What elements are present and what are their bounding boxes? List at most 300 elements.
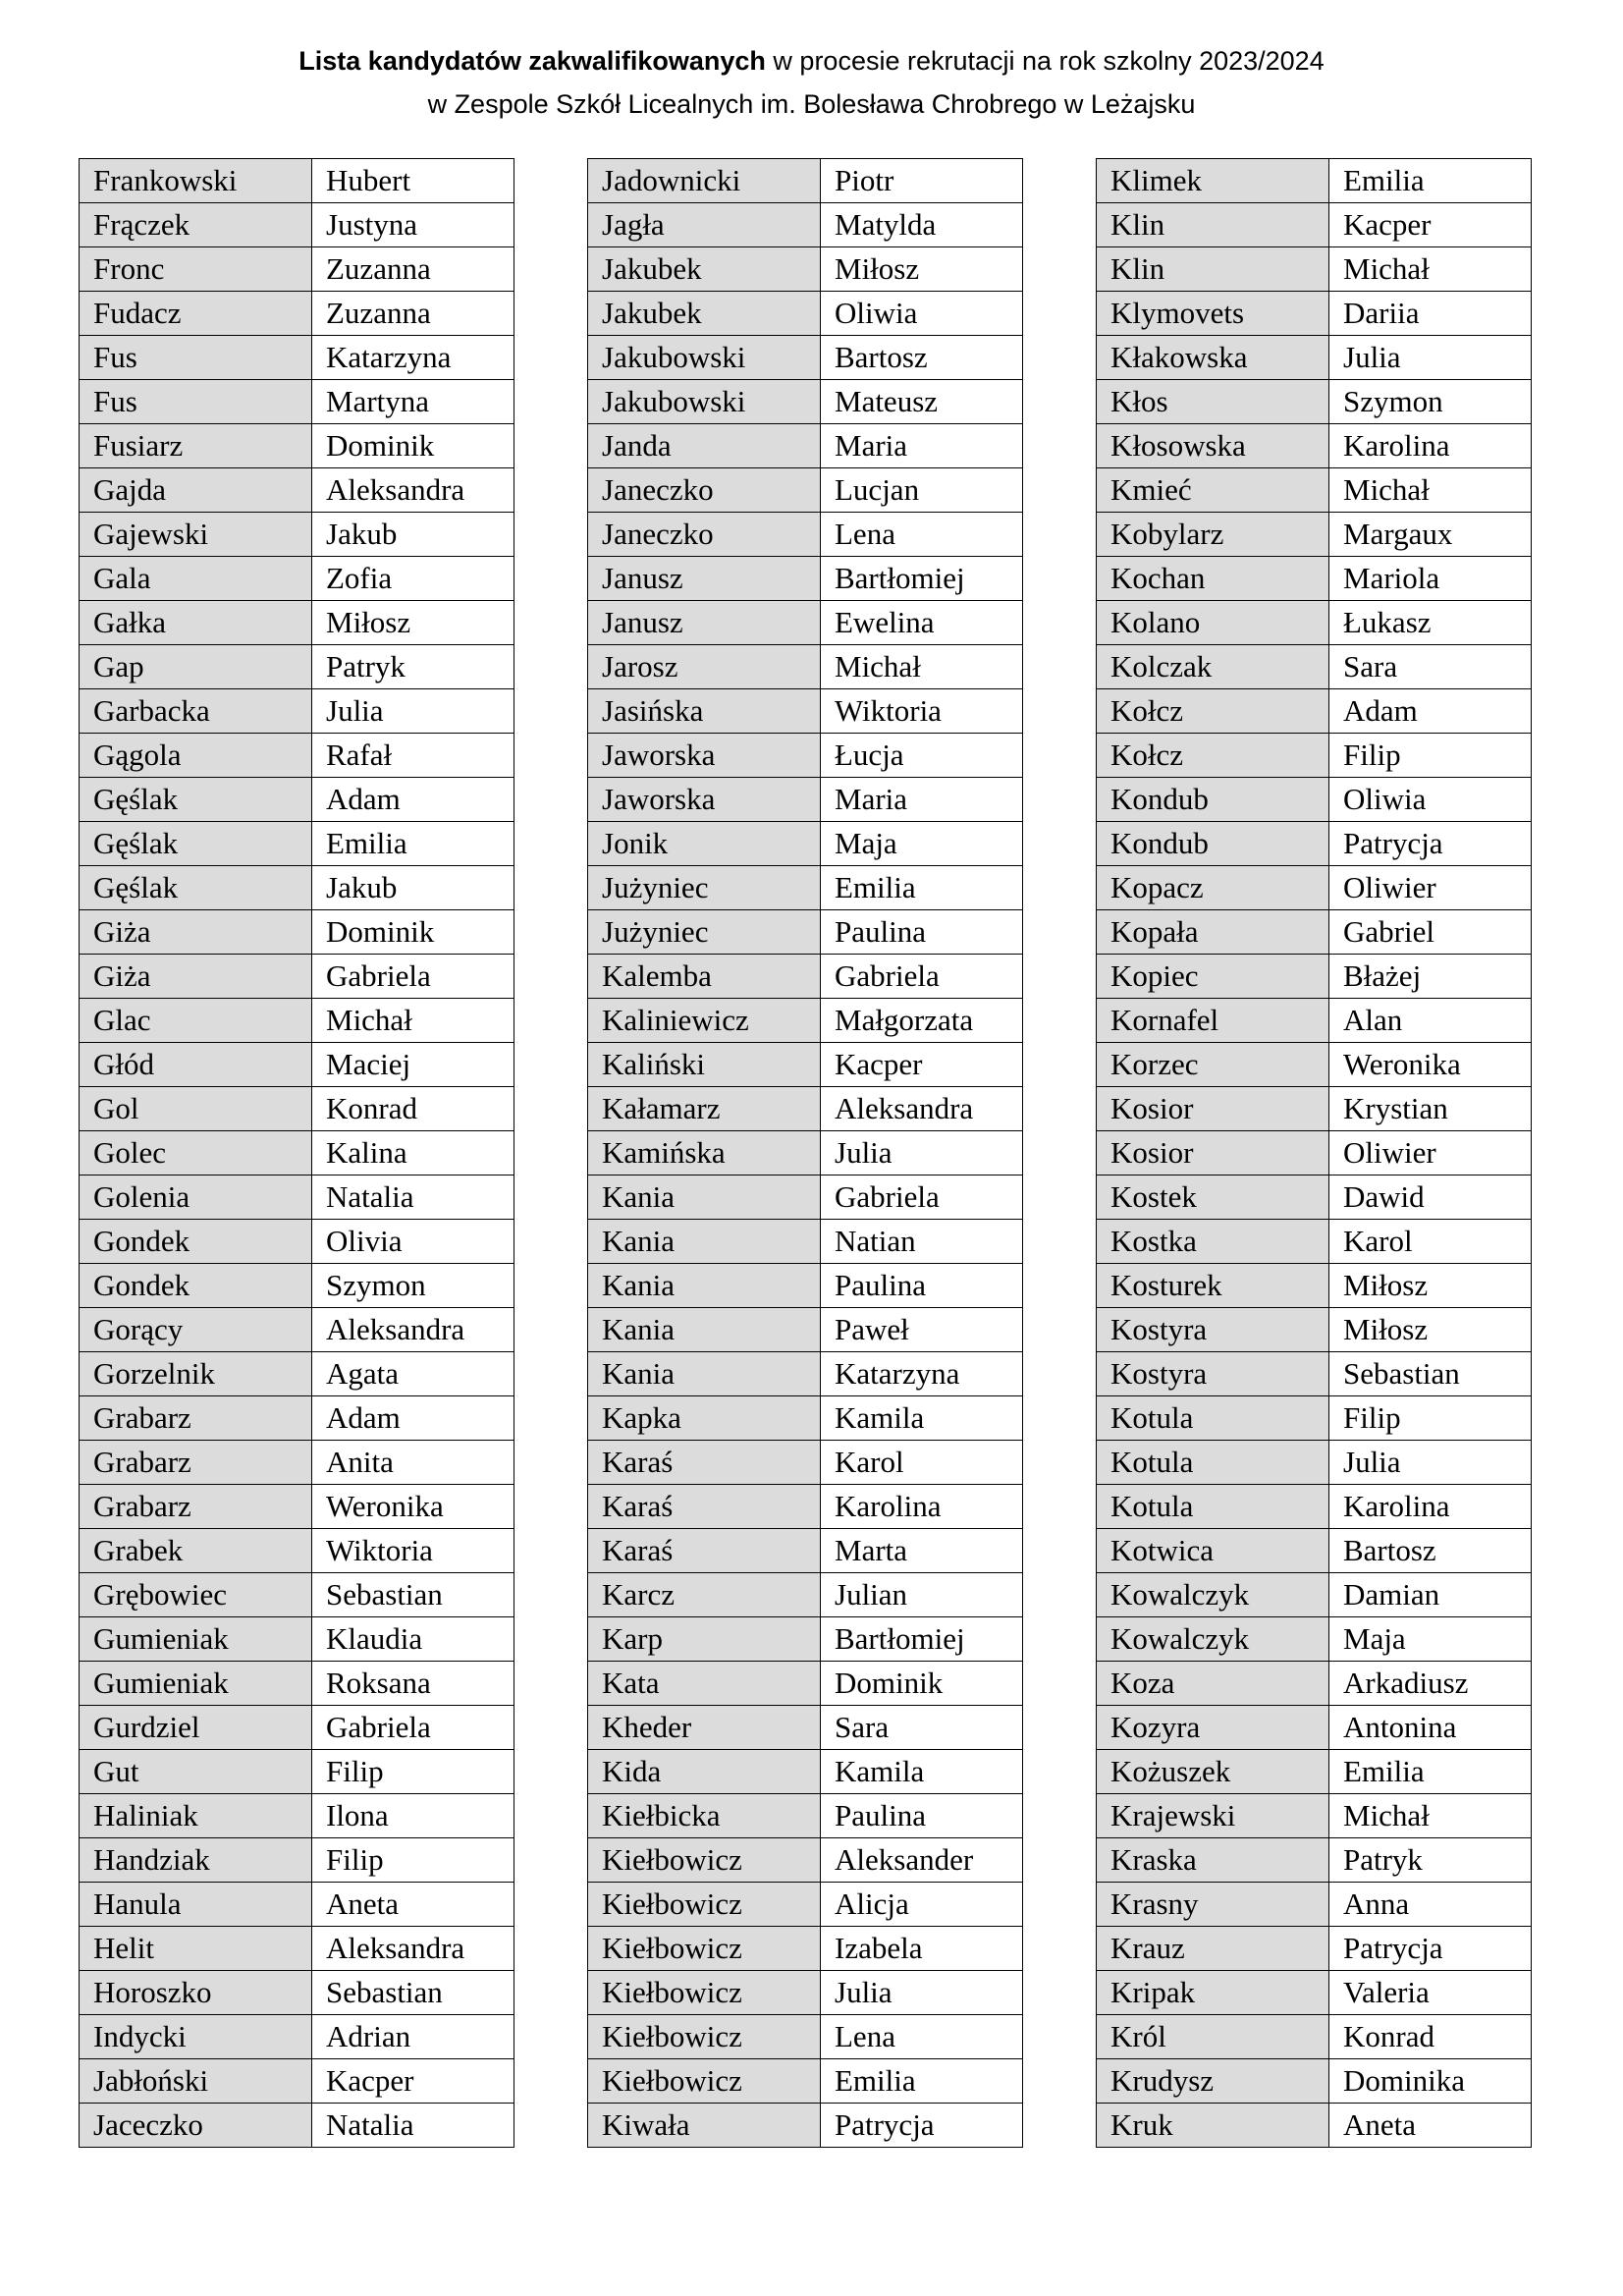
given-name-cell: Konrad xyxy=(312,1087,514,1131)
given-name-cell: Arkadiusz xyxy=(1329,1662,1532,1706)
table-row xyxy=(80,2104,514,2148)
surname-cell: Kłos xyxy=(1097,380,1329,424)
table-row xyxy=(80,336,514,380)
table-row xyxy=(80,513,514,557)
surname-cell: Kotula xyxy=(1097,1396,1329,1441)
given-name-cell: Oliwia xyxy=(1329,778,1532,822)
table-row xyxy=(80,1441,514,1485)
given-name-cell: Michał xyxy=(821,645,1023,689)
surname-cell: Kopiec xyxy=(1097,955,1329,999)
surname-cell: Jakubowski xyxy=(588,380,821,424)
table-row xyxy=(1097,1794,1532,1838)
table-row xyxy=(80,1175,514,1220)
given-name-cell: Emilia xyxy=(821,866,1023,910)
given-name-cell: Błażej xyxy=(1329,955,1532,999)
surname-cell: Kondub xyxy=(1097,822,1329,866)
surname-cell: Gałka xyxy=(80,601,312,645)
surname-cell: Karaś xyxy=(588,1529,821,1573)
surname-cell: Kopacz xyxy=(1097,866,1329,910)
table-row xyxy=(80,1838,514,1883)
surname-cell: Gol xyxy=(80,1087,312,1131)
given-name-cell: Filip xyxy=(1329,1396,1532,1441)
surname-cell: Fus xyxy=(80,336,312,380)
table-row xyxy=(588,1883,1023,1927)
table-row xyxy=(588,1396,1023,1441)
table-row xyxy=(588,292,1023,336)
surname-cell: Kripak xyxy=(1097,1971,1329,2015)
surname-cell: Korzec xyxy=(1097,1043,1329,1087)
given-name-cell: Wiktoria xyxy=(312,1529,514,1573)
table-row xyxy=(1097,2059,1532,2104)
surname-cell: Helit xyxy=(80,1927,312,1971)
given-name-cell: Maja xyxy=(821,822,1023,866)
table-row xyxy=(1097,866,1532,910)
surname-cell: Kotwica xyxy=(1097,1529,1329,1573)
surname-cell: Garbacka xyxy=(80,689,312,734)
surname-cell: Gondek xyxy=(80,1264,312,1308)
table-row xyxy=(1097,2015,1532,2059)
table-row xyxy=(588,955,1023,999)
given-name-cell: Jakub xyxy=(312,866,514,910)
surname-cell: Giża xyxy=(80,910,312,955)
given-name-cell: Zuzanna xyxy=(312,292,514,336)
title-bold: Lista kandydatów zakwalifikowanych xyxy=(298,46,766,76)
given-name-cell: Gabriela xyxy=(821,955,1023,999)
surname-cell: Kiełbicka xyxy=(588,1794,821,1838)
table-row xyxy=(588,999,1023,1043)
surname-cell: Giża xyxy=(80,955,312,999)
given-name-cell: Miłosz xyxy=(1329,1308,1532,1352)
table-row xyxy=(1097,1352,1532,1396)
given-name-cell: Dariia xyxy=(1329,292,1532,336)
table-row xyxy=(588,1927,1023,1971)
table-row xyxy=(1097,1131,1532,1175)
surname-cell: Jakubek xyxy=(588,292,821,336)
given-name-cell: Filip xyxy=(312,1838,514,1883)
surname-cell: Karp xyxy=(588,1617,821,1662)
surname-cell: Gęślak xyxy=(80,822,312,866)
table-row xyxy=(1097,822,1532,866)
given-name-cell: Paweł xyxy=(821,1308,1023,1352)
given-name-cell: Aleksandra xyxy=(312,1927,514,1971)
table-row xyxy=(588,1220,1023,1264)
table-row xyxy=(588,910,1023,955)
table-row xyxy=(1097,1706,1532,1750)
table-row xyxy=(588,1264,1023,1308)
surname-cell: Kata xyxy=(588,1662,821,1706)
given-name-cell: Sebastian xyxy=(1329,1352,1532,1396)
table-row xyxy=(588,1043,1023,1087)
given-name-cell: Michał xyxy=(312,999,514,1043)
table-row xyxy=(1097,1043,1532,1087)
surname-cell: Gągola xyxy=(80,734,312,778)
surname-cell: Kiełbowicz xyxy=(588,1883,821,1927)
given-name-cell: Gabriel xyxy=(1329,910,1532,955)
given-name-cell: Emilia xyxy=(1329,1750,1532,1794)
given-name-cell: Izabela xyxy=(821,1927,1023,1971)
table-row xyxy=(1097,1441,1532,1485)
surname-cell: Golec xyxy=(80,1131,312,1175)
given-name-cell: Roksana xyxy=(312,1662,514,1706)
table-row xyxy=(588,2059,1023,2104)
surname-cell: Kołcz xyxy=(1097,689,1329,734)
surname-cell: Janeczko xyxy=(588,468,821,513)
table-row xyxy=(80,1927,514,1971)
given-name-cell: Anita xyxy=(312,1441,514,1485)
surname-cell: Jaworska xyxy=(588,778,821,822)
table-row xyxy=(80,866,514,910)
given-name-cell: Gabriela xyxy=(312,955,514,999)
table-row xyxy=(1097,999,1532,1043)
given-name-cell: Lucjan xyxy=(821,468,1023,513)
table-row xyxy=(588,513,1023,557)
surname-cell: Jarosz xyxy=(588,645,821,689)
given-name-cell: Miłosz xyxy=(312,601,514,645)
surname-cell: Jużyniec xyxy=(588,910,821,955)
given-name-cell: Dominik xyxy=(821,1662,1023,1706)
table-row xyxy=(1097,1485,1532,1529)
surname-cell: Kamińska xyxy=(588,1131,821,1175)
table-row xyxy=(80,1883,514,1927)
surname-cell: Kania xyxy=(588,1352,821,1396)
table-row xyxy=(80,468,514,513)
surname-cell: Kobylarz xyxy=(1097,513,1329,557)
table-row xyxy=(80,1485,514,1529)
table-row xyxy=(80,1220,514,1264)
surname-cell: Kania xyxy=(588,1175,821,1220)
table-row xyxy=(1097,380,1532,424)
given-name-cell: Karol xyxy=(821,1441,1023,1485)
candidates-table-column-2 xyxy=(587,158,1023,2148)
surname-cell: Fusiarz xyxy=(80,424,312,468)
given-name-cell: Julia xyxy=(1329,336,1532,380)
table-row xyxy=(1097,1308,1532,1352)
given-name-cell: Oliwier xyxy=(1329,1131,1532,1175)
given-name-cell: Szymon xyxy=(1329,380,1532,424)
surname-cell: Kowalczyk xyxy=(1097,1573,1329,1617)
table-row xyxy=(80,1308,514,1352)
given-name-cell: Filip xyxy=(312,1750,514,1794)
given-name-cell: Katarzyna xyxy=(821,1352,1023,1396)
table-row xyxy=(80,734,514,778)
table-row xyxy=(1097,1529,1532,1573)
surname-cell: Kiwała xyxy=(588,2104,821,2148)
surname-cell: Jasińska xyxy=(588,689,821,734)
candidates-table-column-1 xyxy=(79,158,514,2148)
given-name-cell: Miłosz xyxy=(1329,1264,1532,1308)
surname-cell: Kosior xyxy=(1097,1131,1329,1175)
given-name-cell: Julia xyxy=(312,689,514,734)
given-name-cell: Krystian xyxy=(1329,1087,1532,1131)
given-name-cell: Emilia xyxy=(1329,159,1532,203)
table-row xyxy=(588,1750,1023,1794)
surname-cell: Kostyra xyxy=(1097,1352,1329,1396)
table-row xyxy=(1097,1220,1532,1264)
table-row xyxy=(588,689,1023,734)
table-row xyxy=(80,689,514,734)
given-name-cell: Maria xyxy=(821,778,1023,822)
table-row xyxy=(1097,1396,1532,1441)
surname-cell: Kotula xyxy=(1097,1485,1329,1529)
given-name-cell: Wiktoria xyxy=(821,689,1023,734)
surname-cell: Klimek xyxy=(1097,159,1329,203)
surname-cell: Jaceczko xyxy=(80,2104,312,2148)
table-row xyxy=(588,203,1023,247)
table-row xyxy=(1097,1750,1532,1794)
table-row xyxy=(1097,203,1532,247)
table-row xyxy=(80,601,514,645)
surname-cell: Gurdziel xyxy=(80,1706,312,1750)
given-name-cell: Małgorzata xyxy=(821,999,1023,1043)
surname-cell: Krajewski xyxy=(1097,1794,1329,1838)
given-name-cell: Natian xyxy=(821,1220,1023,1264)
surname-cell: Kołcz xyxy=(1097,734,1329,778)
surname-cell: Grabarz xyxy=(80,1441,312,1485)
table-row xyxy=(1097,734,1532,778)
surname-cell: Kiełbowicz xyxy=(588,1838,821,1883)
given-name-cell: Maja xyxy=(1329,1617,1532,1662)
table-row xyxy=(1097,1838,1532,1883)
given-name-cell: Adrian xyxy=(312,2015,514,2059)
surname-cell: Kopała xyxy=(1097,910,1329,955)
table-row xyxy=(80,1971,514,2015)
given-name-cell: Adam xyxy=(1329,689,1532,734)
given-name-cell: Bartosz xyxy=(1329,1529,1532,1573)
table-row xyxy=(80,247,514,292)
surname-cell: Kania xyxy=(588,1264,821,1308)
surname-cell: Kania xyxy=(588,1308,821,1352)
surname-cell: Kida xyxy=(588,1750,821,1794)
given-name-cell: Aleksandra xyxy=(821,1087,1023,1131)
table-row xyxy=(588,1175,1023,1220)
table-row xyxy=(80,1131,514,1175)
given-name-cell: Aneta xyxy=(1329,2104,1532,2148)
given-name-cell: Paulina xyxy=(821,910,1023,955)
table-row xyxy=(588,1131,1023,1175)
given-name-cell: Julia xyxy=(821,1131,1023,1175)
surname-cell: Gumieniak xyxy=(80,1662,312,1706)
given-name-cell: Miłosz xyxy=(821,247,1023,292)
surname-cell: Kiełbowicz xyxy=(588,1971,821,2015)
surname-cell: Fus xyxy=(80,380,312,424)
table-row xyxy=(1097,1175,1532,1220)
table-row xyxy=(1097,689,1532,734)
table-row xyxy=(80,1043,514,1087)
surname-cell: Kozyra xyxy=(1097,1706,1329,1750)
table-row xyxy=(1097,1573,1532,1617)
given-name-cell: Zuzanna xyxy=(312,247,514,292)
table-row xyxy=(588,1352,1023,1396)
surname-cell: Kraska xyxy=(1097,1838,1329,1883)
surname-cell: Kapka xyxy=(588,1396,821,1441)
document-title xyxy=(0,39,1623,82)
table-row xyxy=(1097,468,1532,513)
surname-cell: Gorący xyxy=(80,1308,312,1352)
title-rest: w procesie rekrutacji na rok szkolny 2023/2024 xyxy=(765,46,1325,76)
table-row xyxy=(588,645,1023,689)
table-row xyxy=(80,1529,514,1573)
table-row xyxy=(80,1794,514,1838)
given-name-cell: Marta xyxy=(821,1529,1023,1573)
given-name-cell: Paulina xyxy=(821,1264,1023,1308)
surname-cell: Janeczko xyxy=(588,513,821,557)
table-row xyxy=(588,1662,1023,1706)
surname-cell: Król xyxy=(1097,2015,1329,2059)
surname-cell: Koza xyxy=(1097,1662,1329,1706)
surname-cell: Janusz xyxy=(588,557,821,601)
given-name-cell: Aleksandra xyxy=(312,468,514,513)
given-name-cell: Alicja xyxy=(821,1883,1023,1927)
surname-cell: Fudacz xyxy=(80,292,312,336)
given-name-cell: Bartosz xyxy=(821,336,1023,380)
given-name-cell: Valeria xyxy=(1329,1971,1532,2015)
table-row xyxy=(1097,336,1532,380)
given-name-cell: Weronika xyxy=(312,1485,514,1529)
given-name-cell: Bartłomiej xyxy=(821,1617,1023,1662)
table-row xyxy=(1097,1662,1532,1706)
table-row xyxy=(80,910,514,955)
given-name-cell: Martyna xyxy=(312,380,514,424)
table-row xyxy=(588,159,1023,203)
surname-cell: Jaworska xyxy=(588,734,821,778)
given-name-cell: Lena xyxy=(821,513,1023,557)
table-row xyxy=(588,866,1023,910)
given-name-cell: Natalia xyxy=(312,1175,514,1220)
surname-cell: Golenia xyxy=(80,1175,312,1220)
given-name-cell: Patrycja xyxy=(1329,822,1532,866)
given-name-cell: Emilia xyxy=(821,2059,1023,2104)
surname-cell: Gumieniak xyxy=(80,1617,312,1662)
given-name-cell: Ewelina xyxy=(821,601,1023,645)
given-name-cell: Emilia xyxy=(312,822,514,866)
table-row xyxy=(1097,955,1532,999)
table-row xyxy=(1097,778,1532,822)
given-name-cell: Justyna xyxy=(312,203,514,247)
table-row xyxy=(588,1617,1023,1662)
given-name-cell: Katarzyna xyxy=(312,336,514,380)
given-name-cell: Maciej xyxy=(312,1043,514,1087)
surname-cell: Kornafel xyxy=(1097,999,1329,1043)
surname-cell: Fronc xyxy=(80,247,312,292)
given-name-cell: Aleksandra xyxy=(312,1308,514,1352)
given-name-cell: Piotr xyxy=(821,159,1023,203)
surname-cell: Kalemba xyxy=(588,955,821,999)
table-row xyxy=(80,2015,514,2059)
table-row xyxy=(1097,424,1532,468)
given-name-cell: Mateusz xyxy=(821,380,1023,424)
surname-cell: Gala xyxy=(80,557,312,601)
surname-cell: Kiełbowicz xyxy=(588,1927,821,1971)
given-name-cell: Weronika xyxy=(1329,1043,1532,1087)
given-name-cell: Julia xyxy=(821,1971,1023,2015)
surname-cell: Jakubowski xyxy=(588,336,821,380)
table-row xyxy=(1097,159,1532,203)
given-name-cell: Michał xyxy=(1329,1794,1532,1838)
table-row xyxy=(80,424,514,468)
given-name-cell: Oliwia xyxy=(821,292,1023,336)
table-row xyxy=(588,1087,1023,1131)
given-name-cell: Adam xyxy=(312,1396,514,1441)
given-name-cell: Kalina xyxy=(312,1131,514,1175)
given-name-cell: Szymon xyxy=(312,1264,514,1308)
table-row xyxy=(588,822,1023,866)
table-row xyxy=(588,1529,1023,1573)
table-row xyxy=(588,1308,1023,1352)
given-name-cell: Gabriela xyxy=(312,1706,514,1750)
surname-cell: Jakubek xyxy=(588,247,821,292)
table-row xyxy=(80,1264,514,1308)
surname-cell: Jabłoński xyxy=(80,2059,312,2104)
given-name-cell: Kamila xyxy=(821,1750,1023,1794)
table-row xyxy=(588,468,1023,513)
given-name-cell: Patryk xyxy=(1329,1838,1532,1883)
table-row xyxy=(1097,1883,1532,1927)
surname-cell: Karaś xyxy=(588,1441,821,1485)
given-name-cell: Patrycja xyxy=(1329,1927,1532,1971)
table-row xyxy=(80,1352,514,1396)
table-row xyxy=(80,1706,514,1750)
given-name-cell: Karol xyxy=(1329,1220,1532,1264)
given-name-cell: Dawid xyxy=(1329,1175,1532,1220)
surname-cell: Gajda xyxy=(80,468,312,513)
table-row xyxy=(1097,513,1532,557)
given-name-cell: Maria xyxy=(821,424,1023,468)
table-row xyxy=(80,1617,514,1662)
surname-cell: Karcz xyxy=(588,1573,821,1617)
given-name-cell: Julia xyxy=(1329,1441,1532,1485)
surname-cell: Frankowski xyxy=(80,159,312,203)
given-name-cell: Aleksander xyxy=(821,1838,1023,1883)
surname-cell: Kochan xyxy=(1097,557,1329,601)
table-row xyxy=(588,557,1023,601)
given-name-cell: Paulina xyxy=(821,1794,1023,1838)
surname-cell: Kosturek xyxy=(1097,1264,1329,1308)
surname-cell: Kostyra xyxy=(1097,1308,1329,1352)
given-name-cell: Ilona xyxy=(312,1794,514,1838)
given-name-cell: Klaudia xyxy=(312,1617,514,1662)
surname-cell: Gajewski xyxy=(80,513,312,557)
surname-cell: Hanula xyxy=(80,1883,312,1927)
given-name-cell: Karolina xyxy=(821,1485,1023,1529)
surname-cell: Jagła xyxy=(588,203,821,247)
surname-cell: Krasny xyxy=(1097,1883,1329,1927)
surname-cell: Kruk xyxy=(1097,2104,1329,2148)
given-name-cell: Bartłomiej xyxy=(821,557,1023,601)
surname-cell: Kondub xyxy=(1097,778,1329,822)
table-row xyxy=(80,380,514,424)
surname-cell: Kania xyxy=(588,1220,821,1264)
surname-cell: Gut xyxy=(80,1750,312,1794)
table-row xyxy=(1097,247,1532,292)
given-name-cell: Margaux xyxy=(1329,513,1532,557)
surname-cell: Kiełbowicz xyxy=(588,2015,821,2059)
surname-cell: Jonik xyxy=(588,822,821,866)
table-row xyxy=(588,1441,1023,1485)
surname-cell: Kostka xyxy=(1097,1220,1329,1264)
surname-cell: Janusz xyxy=(588,601,821,645)
surname-cell: Kosior xyxy=(1097,1087,1329,1131)
table-row xyxy=(1097,1927,1532,1971)
surname-cell: Haliniak xyxy=(80,1794,312,1838)
given-name-cell: Patrycja xyxy=(821,2104,1023,2148)
given-name-cell: Kamila xyxy=(821,1396,1023,1441)
surname-cell: Kłakowska xyxy=(1097,336,1329,380)
table-row xyxy=(588,1573,1023,1617)
given-name-cell: Adam xyxy=(312,778,514,822)
given-name-cell: Oliwier xyxy=(1329,866,1532,910)
surname-cell: Gondek xyxy=(80,1220,312,1264)
table-row xyxy=(1097,2104,1532,2148)
